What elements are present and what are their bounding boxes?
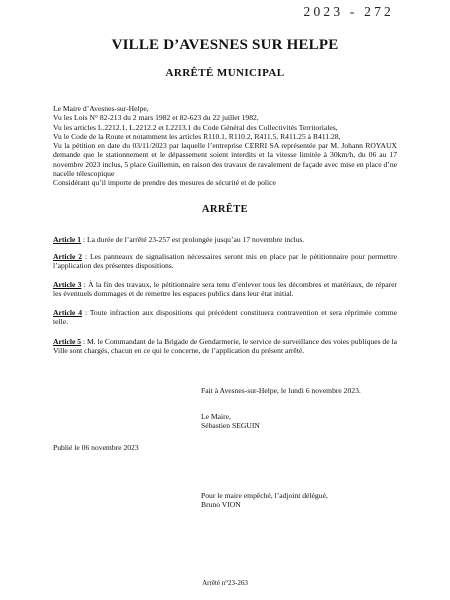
article-text: : La durée de l’arrêté 23-257 est prolongée jusqu’au 17 novembre inclus. (81, 235, 305, 244)
preamble-line: Le Maire d’Avesnes-sur-Helpe, (53, 104, 149, 113)
place-and-date: Fait à Avesnes-sur-Helpe, le lundi 6 novembre 2023. (201, 386, 361, 395)
document-subtitle: ARRÊTÉ MUNICIPAL (165, 67, 285, 79)
article-5 (53, 337, 397, 356)
article-text: : M. le Commandant de la Brigade de Gendarmerie, le service de surveillance des voies publiques de la Ville sont chargés, chacun en ce qui le concerne, de l’application du présent arrêté. (53, 337, 397, 356)
article-label: Article 4 (53, 308, 83, 317)
preamble-line: Vu la pétition en date du 03/11/2023 par laquelle l’entreprise CERRI SA représentée par M. Johann ROYAUX demande que le stationnement et le dépassement soient interdits et la vitesse limitée à 30km/h, du 06 au 17 novembre 2023 inclus, 5 place Guillemin, en raison des travaux de ravalement de façade avec mise en place d’ne nacelle télescopique (53, 141, 397, 179)
article-4 (53, 308, 397, 327)
article-label: Article 5 (53, 337, 82, 346)
arrete-heading: ARRÊTE (201, 204, 249, 215)
article-text: : Les panneaux de signalisation nécessaires seront mis en place par le pétitionnaire pour permettre l’application des présentes dispositions. (53, 252, 397, 271)
article-1 (53, 235, 397, 244)
preamble (53, 104, 397, 188)
mayor-signature (201, 412, 260, 431)
article-label: Article 2 (53, 252, 83, 261)
document-reference-number: 2023 - 272 (303, 4, 394, 19)
article-text: : Toute infraction aux dispositions qui précèdent constituera contravention et sera réprimée comme telle. (53, 308, 397, 327)
article-label: Article 1 (53, 235, 82, 244)
deputy-signature (201, 491, 328, 510)
article-2 (53, 252, 397, 271)
signatory-title: Le Maire, (201, 412, 231, 421)
footer-arrete-number: Arrêté n°23-263 (202, 579, 248, 587)
preamble-line: Considérant qu’il importe de prendre des mesures de sécurité et de police (53, 178, 276, 188)
article-3 (53, 280, 397, 299)
document-title: VILLE D’AVESNES SUR HELPE (111, 37, 339, 53)
signatory-name: Sébastien SEGUIN (201, 421, 260, 431)
preamble-line: Vu les articles L.2212.1, L.2212.2 et L2213.1 du Code Général des Collectivités Territoriales, (53, 122, 338, 132)
publication-date: Publié le 06 novembre 2023 (53, 443, 139, 452)
preamble-line: Vu le Code de la Route et notamment les articles R110.1, R110.2, R411.5, R411.25 à R411.28, (53, 131, 341, 141)
preamble-line: Vu les Lois N° 82-213 du 2 mars 1982 et 82-623 du 22 juillet 1982, (53, 113, 259, 123)
article-label: Article 3 (53, 280, 82, 289)
signatory-name: Bruno VION (201, 500, 241, 510)
signatory-title: Pour le maire empêché, l’adjoint délégué, (201, 491, 328, 500)
article-text: : À la fin des travaux, le pétitionnaire sera tenu d’enlever tous les décombres et matériaux, de réparer les éventuels dommages et de remettre les espaces publics dans leur état initial. (53, 280, 397, 299)
